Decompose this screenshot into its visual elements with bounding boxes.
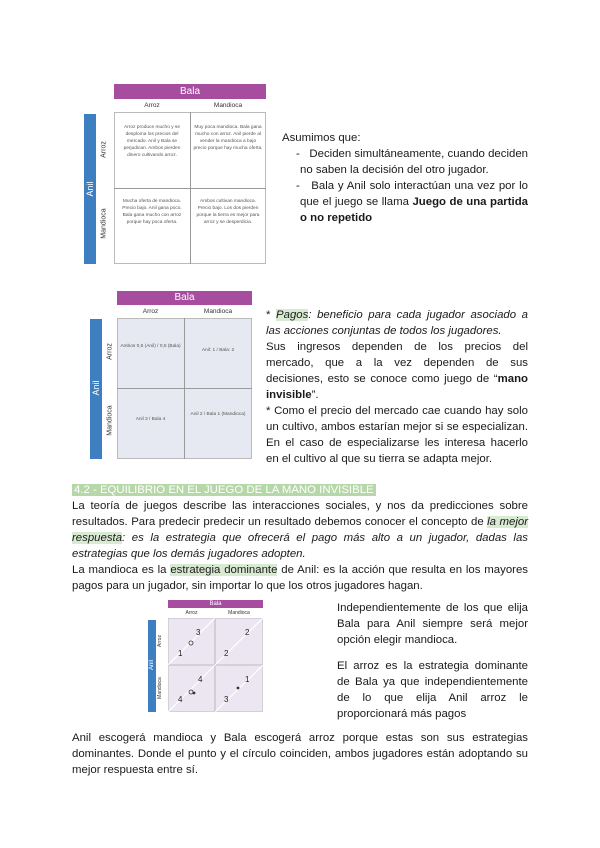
matrix1-top-player: Bala [114, 84, 266, 99]
payoff-0-1-bottom: 2 [224, 649, 229, 658]
matrix3-top-player: Bala [168, 600, 263, 608]
matrix1-cell-0-1: Muy poca mandioca. Bala gana mucho con arroz. Anil pierde al vender la mandioca a bajo precio porque hay mucha oferta. [193, 125, 263, 151]
section-4-2 [72, 482, 528, 594]
section-title: 4.2 - EQUILIBRIO EN EL JUEGO DE LA MANO INVISIBLE [74, 484, 374, 496]
bala-dominant-note: El arroz es la estrategia dominante de Bala ya que independientemente de lo que elija Anil arroz le proporcionará más pagos [337, 660, 528, 720]
assumptions-intro: Asumimos que: [282, 132, 361, 144]
matrix2-col-arroz: Arroz [142, 308, 159, 315]
payoff-1-0-top: 4 [198, 675, 203, 684]
dominant-strategy-paragraph: La mandioca es la estrategia dominante de Anil: es la acción que resulta en los mayores pagos para un jugador, sin importar lo que los otros jugadores hagan. [72, 564, 528, 592]
payoff-0-0-top: 3 [196, 628, 201, 637]
invisible-hand-paragraph: Sus ingresos dependen de los precios del mercado, que a la vez dependen de sus decisiones, esto se conoce como juego de “mano invisible”. [266, 341, 528, 401]
matrix2-row-arroz: Arroz [106, 343, 114, 360]
conclusion [72, 730, 528, 778]
matrix3-row-mandioca: Mandioca [157, 677, 163, 699]
conclusion-paragraph: Anil escogerá mandioca y Bala escogerá arroz porque estas son sus estrategias dominantes. Donde el punto y el círculo coinciden, ambos jugadores están adoptando su mejor respuesta entre sí. [72, 732, 528, 776]
matrix1-col-arroz: Arroz [144, 102, 160, 109]
matrix3-side-player: Anil [149, 660, 155, 671]
payoff-1-1-top: 1 [245, 675, 250, 684]
matrix2-row-mandioca: Mandioca [106, 405, 114, 436]
payoff-matrix-2 [90, 291, 252, 459]
payoff-1-0-bottom: 4 [178, 695, 183, 704]
matrix1-cell-0-0: Arroz produce mucho y se desploma los precios del mercado. Anil y Bala se perjudican. Ambos pierden dinero cultivando arroz. [123, 125, 181, 158]
matrix1-side-player: Anil [85, 181, 95, 197]
best-response-dot-icon [193, 692, 196, 695]
matrix1-row-arroz: Arroz [100, 141, 108, 158]
matrix3-col-mandioca: Mandioca [228, 610, 250, 616]
payoffs-definition: * Pagos: beneficio para cada jugador asociado a las acciones conjuntas de todos los jugadores. [266, 309, 528, 337]
best-response-dot-icon [237, 687, 240, 690]
matrix2-cell-1-0: Anil 3 / Bala 4 [135, 417, 166, 422]
best-response-paragraph: La teoría de juegos describe las interacciones sociales, y nos da predicciones sobre resultados. Para predecir predecir un resultado debemos conocer el concepto de la mejor respuesta: es la estrategia que ofrecerá el pago más alto a un jugador, dadas las estrategias que los demás jugadores adopten. [72, 500, 528, 560]
payoff-0-1-top: 2 [245, 628, 250, 637]
matrix1-cell-1-1: Ambos cultivan mandioca. Precio bajo. Los dos pierden porque la tierra es mejor para arroz y se desperdicia. [196, 199, 260, 225]
matrix3-col-arroz: Arroz [185, 610, 198, 616]
anil-dominant-note: Independientemente de los que elija Bala para Anil siempre será mejor opción elegir mandioca. [337, 602, 528, 646]
matrix1-row-mandioca: Mandioca [100, 208, 108, 239]
matrix2-cell-0-1: Anil: 1 / Bala: 2 [201, 348, 235, 353]
matrix2-col-mandioca: Mandioca [203, 308, 233, 315]
matrix1-col-mandioca: Mandioca [213, 102, 243, 109]
payoff-1-1-bottom: 3 [224, 695, 229, 704]
assumption-2: - Bala y Anil solo interactúan una vez por lo que el juego se llama Juego de una partida o no repetido [296, 180, 528, 224]
assumption-1: - Deciden simultáneamente, cuando deciden no saben la decisión del otro jugador. [296, 148, 528, 176]
matrix2-top-player: Bala [117, 291, 252, 305]
dominant-strategy-notes [337, 600, 528, 722]
assumptions-block [282, 130, 528, 226]
matrix1-cell-1-0: Mucha oferta de mandioca. Precio bajo. Anil gana poco. Bala gana mucho con arroz porque hay poca oferta. [122, 199, 182, 225]
payoff-matrix-3 [148, 600, 263, 712]
payoff-matrix-1 [84, 84, 266, 264]
matrix2-side-player: Anil [91, 380, 101, 396]
matrix3-row-arroz: Arroz [157, 635, 163, 647]
payoff-0-0-bottom: 1 [178, 649, 183, 658]
specialization-note: * Como el precio del mercado cae cuando hay solo un cultivo, ambos estarían mejor si se especializan. En el caso de especializarse les interesa hacerlo en el cultivo al que su tierra se adapta mejor. [266, 405, 528, 465]
payoffs-block [266, 307, 528, 467]
matrix2-cell-1-1: Anil 2 / Bala 1 (Mandioca) [190, 412, 246, 417]
matrix2-cell-0-0: Ambos 0,5 (Anil) / 0,5 (Bala) [120, 344, 181, 349]
